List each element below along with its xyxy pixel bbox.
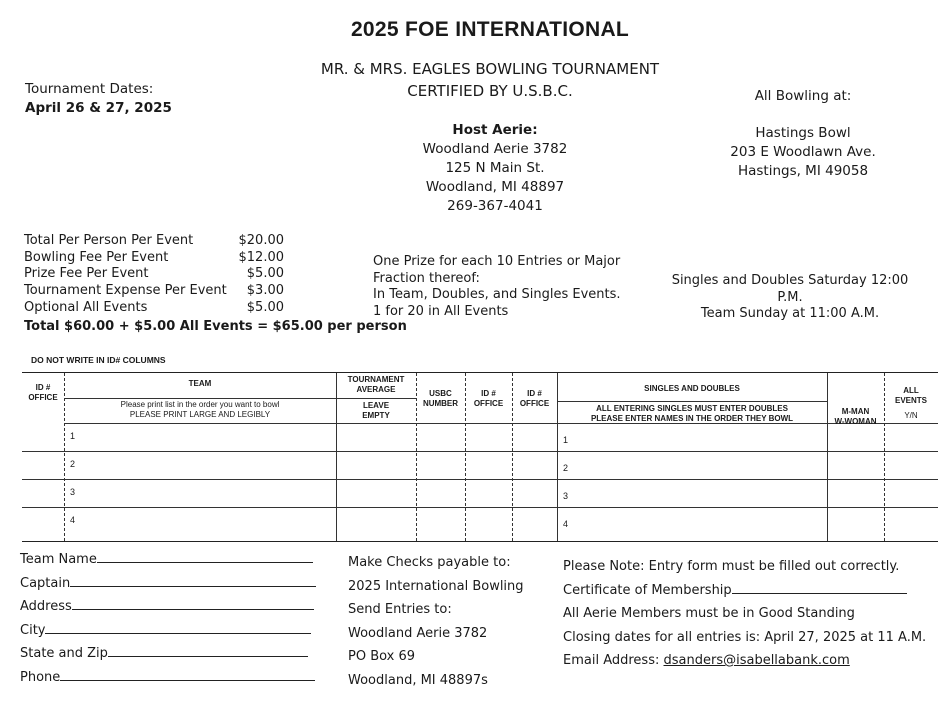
blank-line xyxy=(45,623,311,634)
field-label: Captain xyxy=(20,575,71,591)
header-text: EVENTS xyxy=(894,396,927,405)
host-label: Host Aerie: xyxy=(452,122,538,138)
header-text: OFFICE xyxy=(519,399,550,408)
host-block xyxy=(360,121,630,216)
header-text: PLEASE PRINT LARGE AND LEGIBLY xyxy=(129,410,271,419)
header-text: M-MAN xyxy=(841,407,870,416)
col-header-average xyxy=(336,375,416,395)
field-label: Address xyxy=(20,599,72,614)
email-link[interactable]: dsanders@isabellabank.com xyxy=(663,653,850,668)
col-divider xyxy=(557,373,558,541)
row-divider xyxy=(22,479,938,480)
email-label: Email Address: xyxy=(563,653,660,668)
prize-line: 1 for 20 in All Events xyxy=(373,304,509,320)
schedule-line: Team Sunday at 11:00 A.M. xyxy=(700,306,880,322)
fee-amount: $12.00 xyxy=(238,249,284,265)
yn-label: Y/N xyxy=(904,411,918,420)
singles-row-number: 4 xyxy=(563,519,569,529)
team-instructions xyxy=(64,400,336,420)
header-text: OFFICE xyxy=(473,399,504,408)
header-text: USBC xyxy=(429,389,452,398)
venue-line: Hastings Bowl xyxy=(755,125,851,141)
prize-line: Fraction thereof: xyxy=(373,270,480,286)
header-text: TOURNAMENT xyxy=(347,375,405,384)
captain-field[interactable] xyxy=(20,572,320,596)
fees-list xyxy=(24,233,284,317)
checks-line: PO Box 69 xyxy=(348,649,416,664)
fee-label: Prize Fee Per Event xyxy=(24,266,149,282)
col-divider xyxy=(827,373,828,541)
header-text: W-WOMAN xyxy=(834,417,877,426)
header-divider xyxy=(557,401,827,402)
note-line: Please Note: Entry form must be filled out correctly. xyxy=(563,559,900,574)
address-field[interactable] xyxy=(20,595,320,619)
payment-info xyxy=(348,551,524,692)
blank-line xyxy=(72,599,314,610)
page-title: 2025 FOE INTERNATIONAL xyxy=(350,18,630,41)
singles-row-number: 2 xyxy=(563,463,569,473)
col-header-usbc xyxy=(416,389,465,409)
blank-line xyxy=(60,670,315,681)
blank-line xyxy=(732,583,907,594)
header-text: ALL ENTERING SINGLES MUST ENTER DOUBLES xyxy=(596,404,788,413)
fee-amount: $5.00 xyxy=(246,299,284,315)
col-header-id-office xyxy=(512,389,557,409)
singles-row-number: 1 xyxy=(563,435,569,445)
email-line xyxy=(563,649,935,673)
field-label: Phone xyxy=(20,669,61,685)
prize-line: One Prize for each 10 Entries or Major xyxy=(373,254,621,269)
fee-row xyxy=(24,250,284,267)
fee-label: Tournament Expense Per Event xyxy=(24,283,227,299)
singles-doubles-instructions xyxy=(557,404,827,424)
average-instructions xyxy=(336,401,416,421)
header-text: Please print list in the order you want to bowl xyxy=(120,400,280,409)
col-header-id-office xyxy=(22,383,64,403)
row-divider xyxy=(22,451,938,452)
host-line: Woodland Aerie 3782 xyxy=(422,141,568,157)
fee-row xyxy=(24,283,284,300)
team-name-field[interactable] xyxy=(20,548,320,572)
fee-amount: $20.00 xyxy=(238,233,284,248)
checks-line: Make Checks payable to: xyxy=(348,555,511,570)
venue-block xyxy=(703,124,903,181)
note-line: All Aerie Members must be in Good Standing xyxy=(563,606,855,621)
schedule-block xyxy=(660,273,920,323)
prize-line: In Team, Doubles, and Singles Events. xyxy=(373,287,621,303)
table-note: DO NOT WRITE IN ID# COLUMNS xyxy=(31,355,166,365)
field-label: State and Zip xyxy=(20,646,108,661)
header-text: LEAVE xyxy=(362,401,390,410)
header-divider xyxy=(336,398,416,399)
header-divider xyxy=(64,398,336,399)
venue-label: All Bowling at: xyxy=(754,88,852,104)
header-text: NUMBER xyxy=(422,399,459,408)
host-line: 269-367-4041 xyxy=(447,198,543,214)
header-text: ALL xyxy=(903,386,919,395)
header-text: OFFICE xyxy=(28,393,58,402)
checks-line: Woodland, MI 48897s xyxy=(348,672,488,688)
notes-block xyxy=(563,555,935,673)
state-zip-field[interactable] xyxy=(20,642,320,666)
fee-row xyxy=(24,266,284,283)
blank-line xyxy=(108,646,308,657)
dates-label: Tournament Dates: xyxy=(25,81,154,97)
header-text: ID # xyxy=(481,389,496,398)
header-text: EMPTY xyxy=(362,411,390,420)
team-row-number: 1 xyxy=(70,431,76,441)
row-divider xyxy=(22,507,938,508)
schedule-line: Singles and Doubles Saturday 12:00 P.M. xyxy=(671,273,909,305)
blank-line xyxy=(97,552,313,563)
fee-row xyxy=(24,300,284,317)
field-label: Team Name xyxy=(20,552,97,567)
prizes-block xyxy=(373,254,621,321)
header-text: ID # xyxy=(527,389,542,398)
col-header-id-office xyxy=(465,389,512,409)
col-header-team: TEAM xyxy=(188,379,212,388)
host-line: Woodland, MI 48897 xyxy=(425,179,565,195)
col-header-all-events xyxy=(884,386,938,406)
team-row-number: 4 xyxy=(70,515,76,525)
blank-line xyxy=(70,576,316,587)
contact-form xyxy=(20,548,320,689)
col-header-gender xyxy=(827,407,884,427)
checks-line: Send Entries to: xyxy=(348,602,452,617)
venue-line: 203 E Woodlawn Ave. xyxy=(730,144,876,160)
fee-label: Optional All Events xyxy=(24,299,148,315)
team-row-number: 3 xyxy=(70,487,76,497)
team-row-number: 2 xyxy=(70,459,76,469)
field-label: Certificate of Membership xyxy=(563,582,732,598)
phone-field[interactable] xyxy=(20,666,320,690)
checks-line: Woodland Aerie 3782 xyxy=(348,625,488,641)
fees-total: Total $60.00 + $5.00 All Events = $65.00 per person xyxy=(24,319,407,334)
certification: CERTIFIED BY U.S.B.C. xyxy=(407,82,573,100)
fee-label: Bowling Fee Per Event xyxy=(24,249,169,265)
fee-amount: $5.00 xyxy=(246,266,284,282)
venue-line: Hastings, MI 49058 xyxy=(737,163,869,179)
fee-row xyxy=(24,233,284,250)
field-label: City xyxy=(20,622,46,638)
header-text: AVERAGE xyxy=(356,385,396,394)
note-line: Closing dates for all entries is: April 27, 2025 at 11 A.M. xyxy=(563,629,927,645)
header-text: ID # xyxy=(35,383,51,392)
col-header-singles-doubles: SINGLES AND DOUBLES xyxy=(644,384,740,393)
header-text: PLEASE ENTER NAMES IN THE ORDER THEY BOWL xyxy=(590,414,794,423)
certificate-field[interactable] xyxy=(563,579,935,603)
checks-line: 2025 International Bowling xyxy=(348,578,524,594)
city-field[interactable] xyxy=(20,619,320,643)
host-line: 125 N Main St. xyxy=(445,160,545,176)
singles-row-number: 3 xyxy=(563,491,569,501)
dates-value: April 26 & 27, 2025 xyxy=(25,100,172,116)
fee-label: Total Per Person Per Event xyxy=(24,233,194,248)
fee-amount: $3.00 xyxy=(246,283,284,299)
entry-table xyxy=(22,372,938,542)
tournament-name: MR. & MRS. EAGLES BOWLING TOURNAMENT xyxy=(320,60,660,78)
